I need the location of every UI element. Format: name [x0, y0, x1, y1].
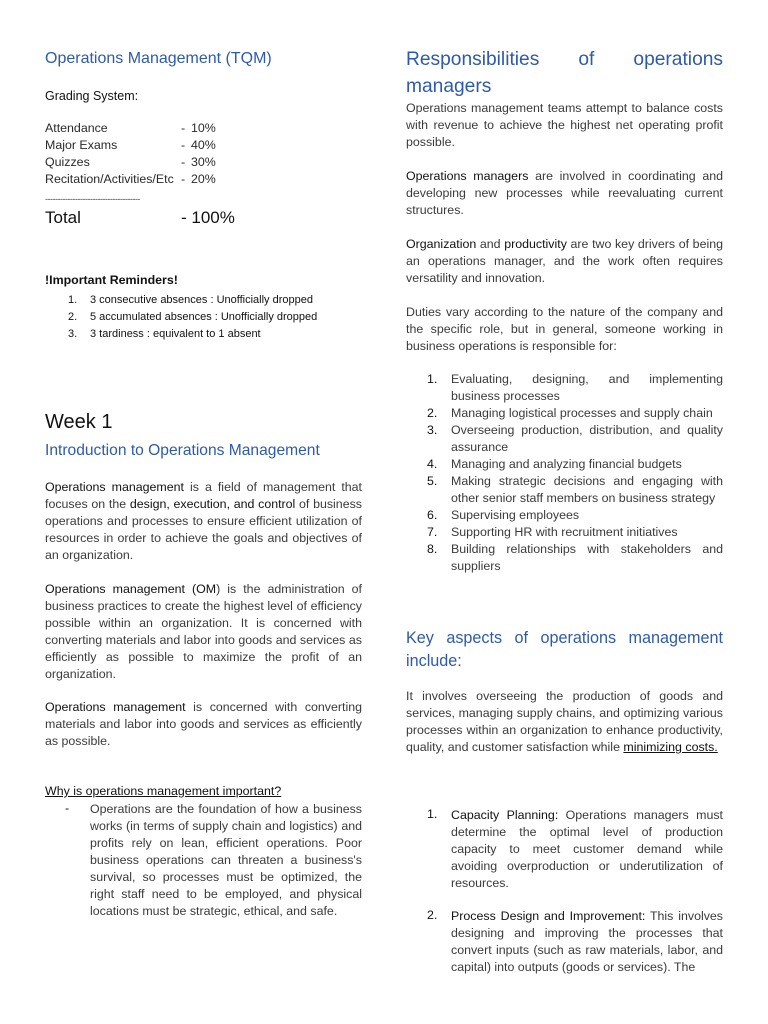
- grade-dash: -: [181, 172, 186, 186]
- balance-paragraph: Operations management teams attempt to balance costs with revenue to achieve the highest net operating profit possible.: [406, 101, 723, 149]
- week-heading: Week 1: [45, 411, 113, 433]
- key-aspects-heading: Key aspects of operations management include:: [406, 629, 723, 670]
- separator-line: --------------------------------------: [45, 194, 140, 204]
- duty-item: 4. Managing and analyzing financial budgets: [427, 457, 682, 471]
- why-important-text: Operations are the foundation of how a business works (in terms of supply chain and logistics) and profits rely on lean, efficient operations. Poor business operations can threaten a business's survival, so processes must be optimized, the right staff need to be employed, and physical locations must be strategic, ethical, and safe.: [90, 802, 362, 918]
- om-converting-paragraph: Operations management is concerned with converting materials and labor into goods and services as efficiently as possible.: [45, 700, 362, 748]
- bullet-dash: -: [65, 801, 70, 815]
- grade-dash: -: [181, 121, 186, 135]
- duties-list: [406, 371, 723, 575]
- aspect-number: 2.: [427, 908, 438, 922]
- why-important-heading: Why is operations management important?: [45, 784, 282, 798]
- reminder-item: 3. 3 tardiness : equivalent to 1 absent: [68, 328, 261, 340]
- duty-item: 6. Supervising employees: [427, 508, 580, 522]
- grade-percent: 10%: [191, 121, 216, 135]
- aspect-text: Process Design and Improvement: This involves designing and improving the processes that convert inputs (such as raw materials, labor, and capital) into outputs (goods or services). The: [451, 909, 723, 974]
- om-administration-paragraph: Operations management (OM) is the administration of business practices to create the highest level of efficiency possible within an organization. It is concerned with converting materials and labor into goods and services as efficiently as possible to maximize the profit of an organization.: [45, 582, 362, 681]
- grade-percent: 40%: [191, 138, 216, 152]
- reminder-item: 1. 3 consecutive absences : Unofficially dropped: [68, 294, 313, 306]
- duty-item: 7. Supporting HR with recruitment initiatives: [427, 525, 678, 539]
- key-aspects-intro: It involves overseeing the production of goods and services, managing supply chains, and optimizing various processes within an organization to enhance productivity, quality, and customer satisfaction while minimizing costs.: [406, 689, 723, 754]
- aspect-process-design: [406, 908, 723, 976]
- duty-item: 5. Making strategic decisions and engaging with other senior staff members on business strategy: [427, 474, 723, 505]
- om-definition-paragraph: Operations management is a field of management that focuses on the design, execution, and control of business operations and processes to ensure efficient utilization of resources in order to achieve the goals and objectives of an organization.: [45, 480, 362, 562]
- grade-percent: 30%: [191, 155, 216, 169]
- total-label: Total: [45, 208, 81, 227]
- aspect-capacity-planning: [406, 807, 723, 892]
- grade-percent: 20%: [191, 172, 216, 186]
- grade-item: Recitation/Activities/Etc: [45, 172, 174, 186]
- duty-item: 8. Building relationships with stakeholders and suppliers: [427, 542, 723, 573]
- duty-item: 2. Managing logistical processes and supply chain: [427, 406, 713, 420]
- duty-item: 3. Overseeing production, distribution, and quality assurance: [427, 423, 723, 454]
- aspect-number: 1.: [427, 807, 438, 821]
- intro-heading: Introduction to Operations Management: [45, 442, 320, 459]
- responsibilities-heading: Responsibilities of operations managers: [406, 49, 723, 97]
- drivers-paragraph: Organization and productivity are two key drivers of being an operations manager, and the work often requires versatility and innovation.: [406, 237, 723, 285]
- reminders-title: !Important Reminders!: [45, 273, 178, 287]
- grading-system-label: Grading System:: [45, 89, 139, 103]
- reminders-list: [68, 292, 317, 343]
- aspect-text: Capacity Planning: Operations managers must determine the optimal level of production capacity to meet customer demand while avoiding overproduction or underutilization of resources.: [451, 808, 723, 890]
- grade-dash: -: [181, 138, 186, 152]
- duty-item: 1. Evaluating, designing, and implementing business processes: [427, 372, 723, 403]
- grade-item: Major Exams: [45, 138, 118, 152]
- duties-paragraph: Duties vary according to the nature of the company and the specific role, but in general, someone working in business operations is responsible for:: [406, 305, 723, 353]
- grade-dash: -: [181, 155, 186, 169]
- document-title: Operations Management (TQM): [45, 50, 272, 67]
- total-value: - 100%: [181, 208, 235, 227]
- grade-item: Attendance: [45, 121, 108, 135]
- managers-paragraph: Operations managers are involved in coordinating and developing new processes while reevaluating current structures.: [406, 169, 723, 217]
- reminder-item: 2. 5 accumulated absences : Unofficially dropped: [68, 311, 318, 323]
- grade-item: Quizzes: [45, 155, 90, 169]
